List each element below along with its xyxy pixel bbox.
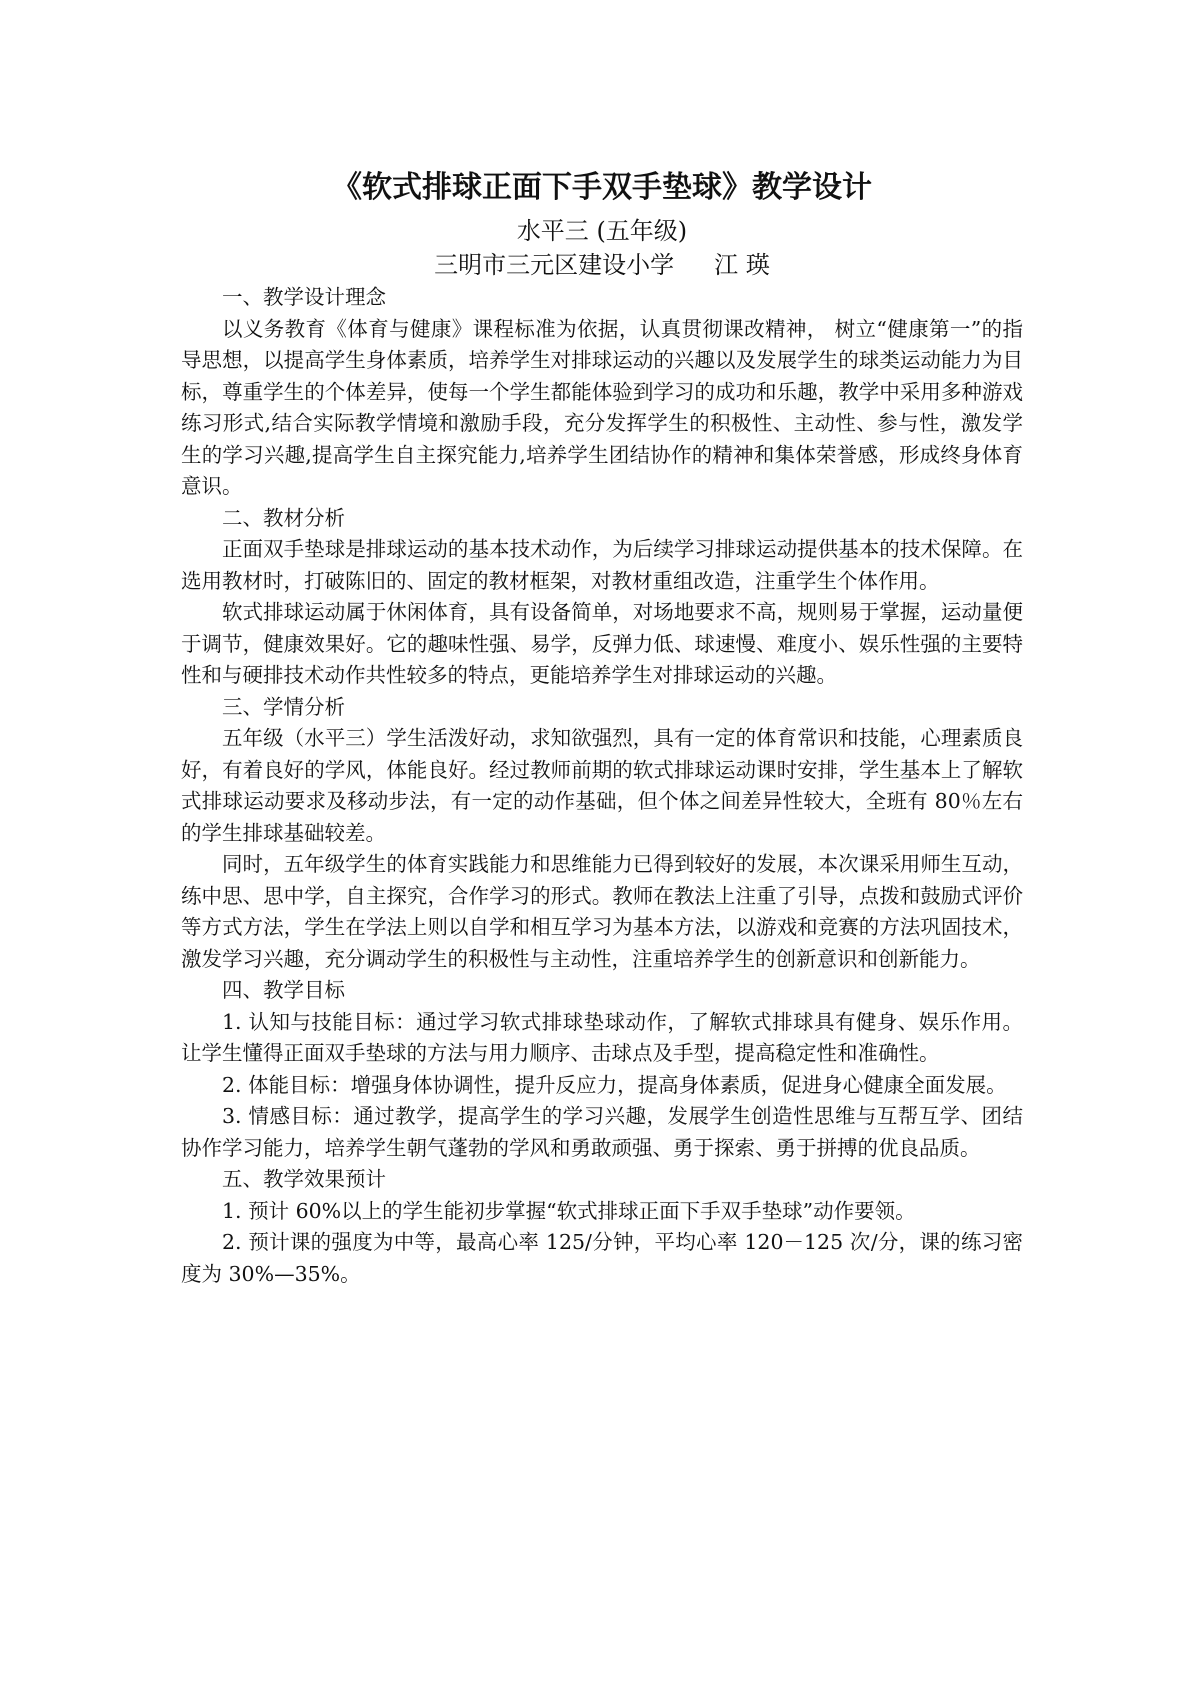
paragraph: 五年级（水平三）学生活泼好动，求知欲强烈，具有一定的体育常识和技能，心理素质良好，有着良好的学风，体能良好。经过教师前期的软式排球运动课时安排，学生基本上了解软式排球运动要求及移动步法，有一定的动作基础，但个体之间差异性较大，全班有 80％左右的学生排球基础较差。	[181, 726, 1023, 845]
section-heading: 五、教学效果预计	[222, 1167, 386, 1191]
author-line	[181, 248, 1023, 282]
school-name: 三明市三元区建设小学	[434, 251, 675, 279]
paragraph: 以义务教育《体育与健康》课程标准为依据，认真贯彻课改精神， 树立“健康第一”的指导思想，以提高学生身体素质，培养学生对排球运动的兴趣以及发展学生的球类运动能力为目标，尊重学生的个体差异，使每一个学生都能体验到学习的成功和乐趣，教学中采用多种游戏练习形式,结合实际教学情境和激励手段，充分发挥学生的积极性、主动性、参与性，激发学生的学习兴趣,提高学生自主探究能力,培养学生团结协作的精神和集体荣誉感，形成终身体育意识。	[181, 316, 1023, 498]
section-student-analysis	[181, 692, 1023, 976]
paragraph: 1. 认知与技能目标：通过学习软式排球垫球动作，了解软式排球具有健身、娱乐作用。让学生懂得正面双手垫球的方法与用力顺序、击球点及手型，提高稳定性和准确性。	[181, 1009, 1023, 1065]
section-heading: 二、教材分析	[222, 505, 345, 530]
document-title: 《软式排球正面下手双手垫球》教学设计	[332, 170, 872, 205]
paragraph: 2. 体能目标：增强身体协调性，提升反应力，提高身体素质，促进身心健康全面发展。	[222, 1072, 1007, 1097]
paragraph: 3. 情感目标：通过教学，提高学生的学习兴趣，发展学生创造性思维与互帮互学、团结协作学习能力，培养学生朝气蓬勃的学风和勇敢顽强、勇于探索、勇于拼搏的优良品质。	[181, 1104, 1023, 1160]
section-heading: 一、教学设计理念	[222, 285, 386, 309]
paragraph: 2. 预计课的强度为中等，最高心率 125/分钟，平均心率 120－125 次/分，课的练习密度为 30%—35%。	[181, 1230, 1023, 1286]
section-material-analysis	[181, 503, 1023, 692]
paragraph: 1. 预计 60%以上的学生能初步掌握“软式排球正面下手双手垫球”动作要领。	[222, 1198, 916, 1223]
document-content	[181, 168, 1023, 1290]
section-heading: 四、教学目标	[222, 978, 345, 1002]
paragraph: 同时，五年级学生的体育实践能力和思维能力已得到较好的发展，本次课采用师生互动，练中思、思中学，自主探究，合作学习的形式。教师在教法上注重了引导，点拨和鼓励式评价等方式方法，学生在学法上则以自学和相互学习为基本方法，以游戏和竞赛的方法巩固技术，激发学习兴趣，充分调动学生的积极性与主动性，注重培养学生的创新意识和创新能力。	[181, 852, 1023, 971]
grade-level: 水平三 (五年级)	[516, 217, 688, 245]
section-expected-effects	[181, 1164, 1023, 1290]
section-heading: 三、学情分析	[222, 694, 345, 719]
paragraph: 正面双手垫球是排球运动的基本技术动作，为后续学习排球运动提供基本的技术保障。在选用教材时，打破陈旧的、固定的教材框架，对教材重组改造，注重学生个体作用。	[181, 537, 1023, 593]
author-name: 江 瑛	[714, 251, 770, 279]
paragraph: 软式排球运动属于休闲体育，具有设备简单，对场地要求不高，规则易于掌握，运动量便于调节，健康效果好。它的趣味性强、易学，反弹力低、球速慢、难度小、娱乐性强的主要特性和与硬排技术动作共性较多的特点，更能培养学生对排球运动的兴趣。	[181, 600, 1023, 687]
section-teaching-goals	[181, 975, 1023, 1164]
section-design-concept	[181, 282, 1023, 503]
